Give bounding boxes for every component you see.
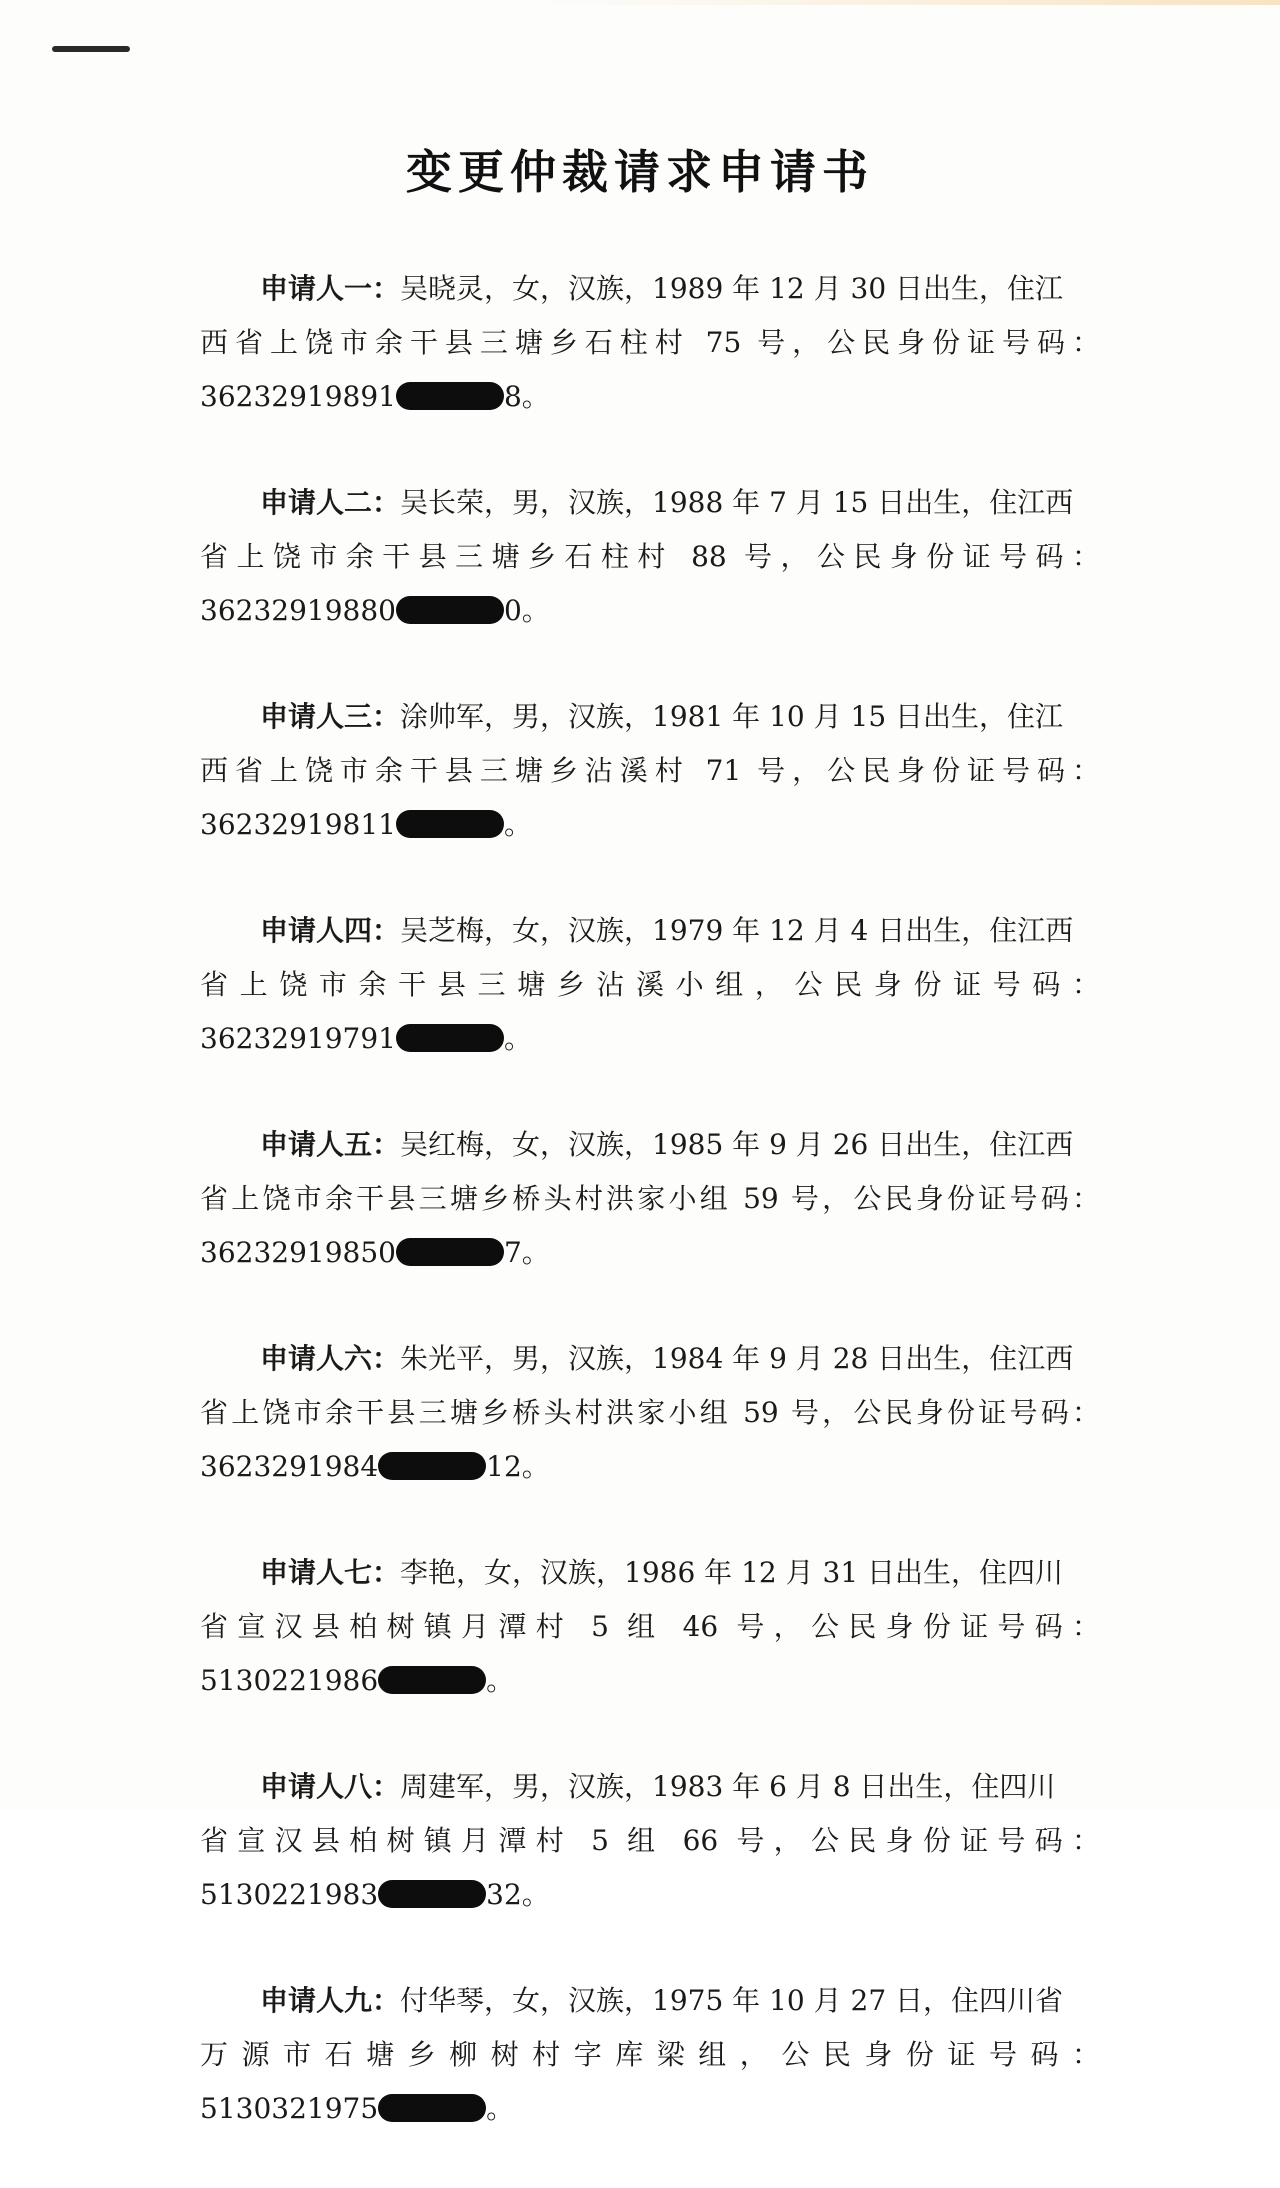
id-number: 5130221983 32。: [200, 1878, 550, 1911]
applicant-label: 申请人五：: [260, 1128, 401, 1161]
id-number: 36232919891 8。: [200, 380, 550, 413]
document-title: 变更仲裁请求申请书: [406, 145, 874, 199]
applicant-details: 吴长荣，男，汉族，1988 年 7 月 15 日出生，住江西: [400, 486, 1074, 519]
applicant-label: 申请人二：: [260, 486, 401, 519]
applicant-entry-8: [200, 1760, 1100, 1922]
applicant-label: 申请人七：: [260, 1556, 401, 1589]
id-number: 5130221986 。: [200, 1664, 515, 1697]
applicant-label: 申请人三：: [260, 700, 401, 733]
applicant-address: 省宣汉县柏树镇月潭村 5 组 46 号，公民身份证号码：: [200, 1610, 1100, 1643]
applicant-address: 万源市石塘乡柳树村字库梁组，公民身份证号码：: [200, 2038, 1100, 2071]
applicant-entry-3: [200, 690, 1100, 852]
applicant-address: 省上饶市余干县三塘乡石柱村 88 号，公民身份证号码：: [200, 540, 1100, 573]
id-number: 36232919850 7。: [200, 1236, 550, 1269]
applicant-address: 西省上饶市余干县三塘乡沾溪村 71 号，公民身份证号码：: [200, 754, 1100, 787]
applicant-entry-2: [200, 476, 1100, 638]
applicant-entry-6: [200, 1332, 1100, 1494]
scan-edge-tint: [540, 0, 1280, 5]
applicant-label: 申请人八：: [260, 1770, 401, 1803]
scan-top-mark: [52, 46, 130, 52]
id-number: 5130321975 。: [200, 2092, 515, 2125]
applicant-entry-1: [200, 262, 1100, 424]
id-number: 36232919791 。: [200, 1022, 532, 1055]
applicant-label: 申请人九：: [260, 1984, 401, 2017]
redaction-mark: [396, 596, 504, 624]
applicant-label: 申请人六：: [260, 1342, 401, 1375]
id-number: 36232919880 0。: [200, 594, 550, 627]
applicant-entry-9: [200, 1974, 1100, 2136]
applicant-details: 付华琴，女，汉族，1975 年 10 月 27 日，住四川省: [400, 1984, 1064, 2017]
applicant-address: 省上饶市余干县三塘乡桥头村洪家小组 59 号，公民身份证号码：: [200, 1182, 1100, 1215]
redaction-mark: [378, 1666, 486, 1694]
redaction-mark: [378, 1452, 486, 1480]
applicant-details: 吴晓灵，女，汉族，1989 年 12 月 30 日出生，住江: [400, 272, 1064, 305]
redaction-mark: [396, 810, 504, 838]
redaction-mark: [396, 382, 504, 410]
applicant-details: 李艳，女，汉族，1986 年 12 月 31 日出生，住四川: [400, 1556, 1064, 1589]
id-number: 36232919811 。: [200, 808, 532, 841]
applicant-list: [200, 262, 1100, 2188]
applicant-details: 吴芝梅，女，汉族，1979 年 12 月 4 日出生，住江西: [400, 914, 1074, 947]
applicant-entry-4: [200, 904, 1100, 1066]
applicant-address: 省上饶市余干县三塘乡桥头村洪家小组 59 号，公民身份证号码：: [200, 1396, 1100, 1429]
applicant-label: 申请人四：: [260, 914, 401, 947]
applicant-address: 省上饶市余干县三塘乡沾溪小组，公民身份证号码：: [200, 968, 1100, 1001]
applicant-address: 西省上饶市余干县三塘乡石柱村 75 号，公民身份证号码：: [200, 326, 1100, 359]
applicant-details: 涂帅军，男，汉族，1981 年 10 月 15 日出生，住江: [400, 700, 1064, 733]
applicant-label: 申请人一：: [260, 272, 401, 305]
redaction-mark: [378, 1880, 486, 1908]
applicant-details: 朱光平，男，汉族，1984 年 9 月 28 日出生，住江西: [400, 1342, 1074, 1375]
redaction-mark: [396, 1024, 504, 1052]
redaction-mark: [396, 1238, 504, 1266]
applicant-entry-5: [200, 1118, 1100, 1280]
applicant-details: 吴红梅，女，汉族，1985 年 9 月 26 日出生，住江西: [400, 1128, 1074, 1161]
applicant-details: 周建军，男，汉族，1983 年 6 月 8 日出生，住四川: [400, 1770, 1056, 1803]
id-number: 3623291984 12。: [200, 1450, 550, 1483]
redaction-mark: [378, 2094, 486, 2122]
applicant-entry-7: [200, 1546, 1100, 1708]
applicant-address: 省宣汉县柏树镇月潭村 5 组 66 号，公民身份证号码：: [200, 1824, 1100, 1857]
